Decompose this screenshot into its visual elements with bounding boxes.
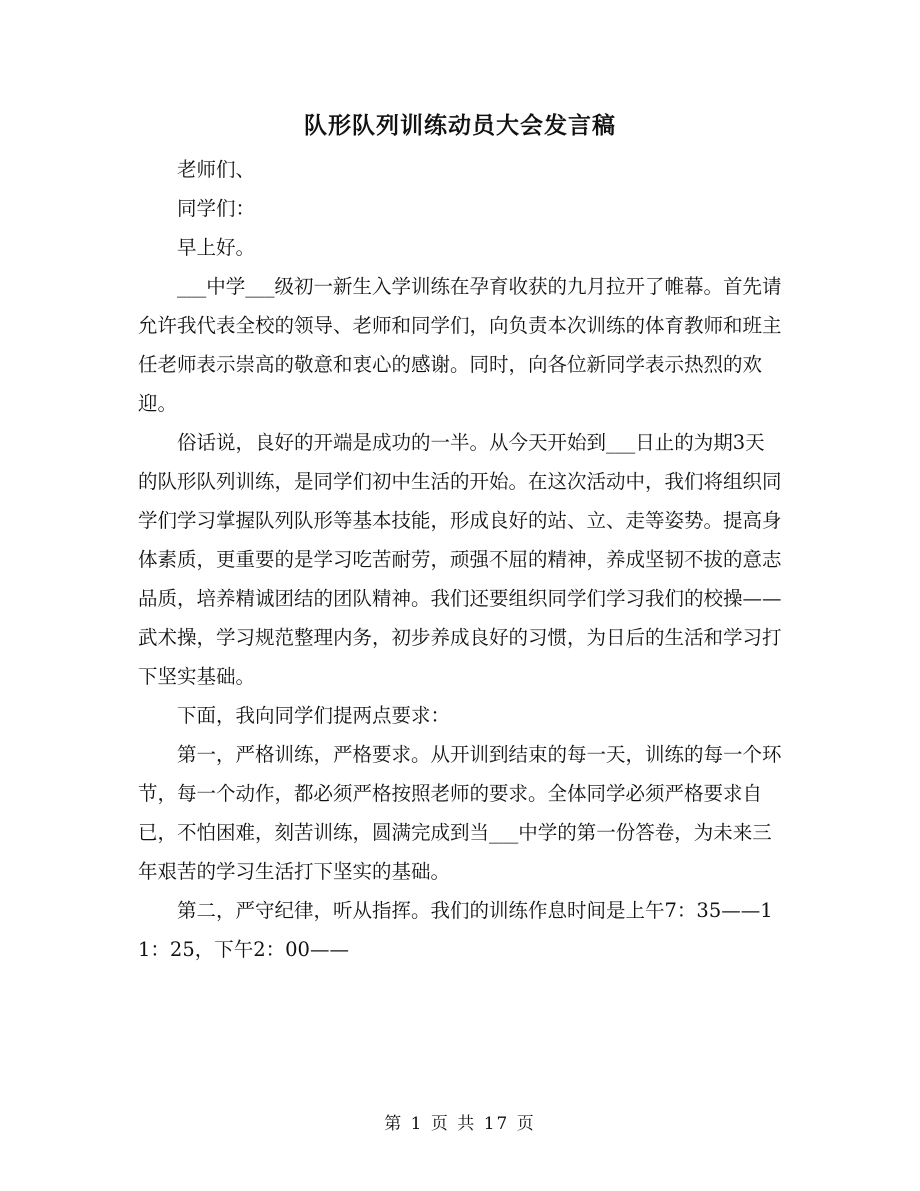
paragraph-training-intro: 俗话说，良好的开端是成功的一半。从今天开始到___日止的为期3天的队形队列训练，是同学们初中生活的开始。在这次活动中，我们将组织同学们学习掌握队列队形等基本技能，形成良好的站、立、走等姿势。提高身体素质，更重要的是学习吃苦耐劳，顽强不屈的精神，养成坚韧不拔的意志品质，培养精诚团结的团队精神。我们还要组织同学们学习我们的校操—— — [138, 431, 782, 610]
paragraph-requirement-one: 第一，严格训练，严格要求。从开训到结束的每一天，训练的每一个环节，每一个动作，都必须严格按照老师的要求。全体同学必须严格要求自已，不怕困难，刻苦训练，圆满完成到当___中学的第一份答卷，为未来三年艰苦的学习生活打下坚实的基础。 — [138, 743, 782, 883]
document-body — [138, 150, 782, 969]
greeting-students: 同学们： — [177, 197, 256, 220]
greeting-teachers: 老师们、 — [177, 158, 256, 181]
page-number-footer: 第 1 页 共 17 页 — [384, 1114, 536, 1134]
paragraph-requirements-intro: 下面，我向同学们提两点要求： — [177, 704, 451, 727]
paragraph-requirement-two: 第二，严守纪律，听从指挥。我们的训练作息时间是上午7：35——11：25，下午2：00—— — [138, 899, 773, 961]
paragraph-opening: ___中学___级初一新生入学训练在孕育收获的九月拉开了帷幕。首先请允许我代表全校的领导、老师和同学们，向负责本次训练的体育教师和班主任老师表示崇高的敬意和衷心的感谢。同时，向各位新同学表示热烈的欢迎。 — [138, 275, 782, 415]
paragraph-martial-arts: 武术操，学习规范整理内务，初步养成良好的习惯，为日后的生活和学习打下坚实基础。 — [138, 626, 782, 688]
greeting-morning: 早上好。 — [177, 236, 256, 259]
document-title: 队形队列训练动员大会发言稿 — [304, 112, 616, 139]
